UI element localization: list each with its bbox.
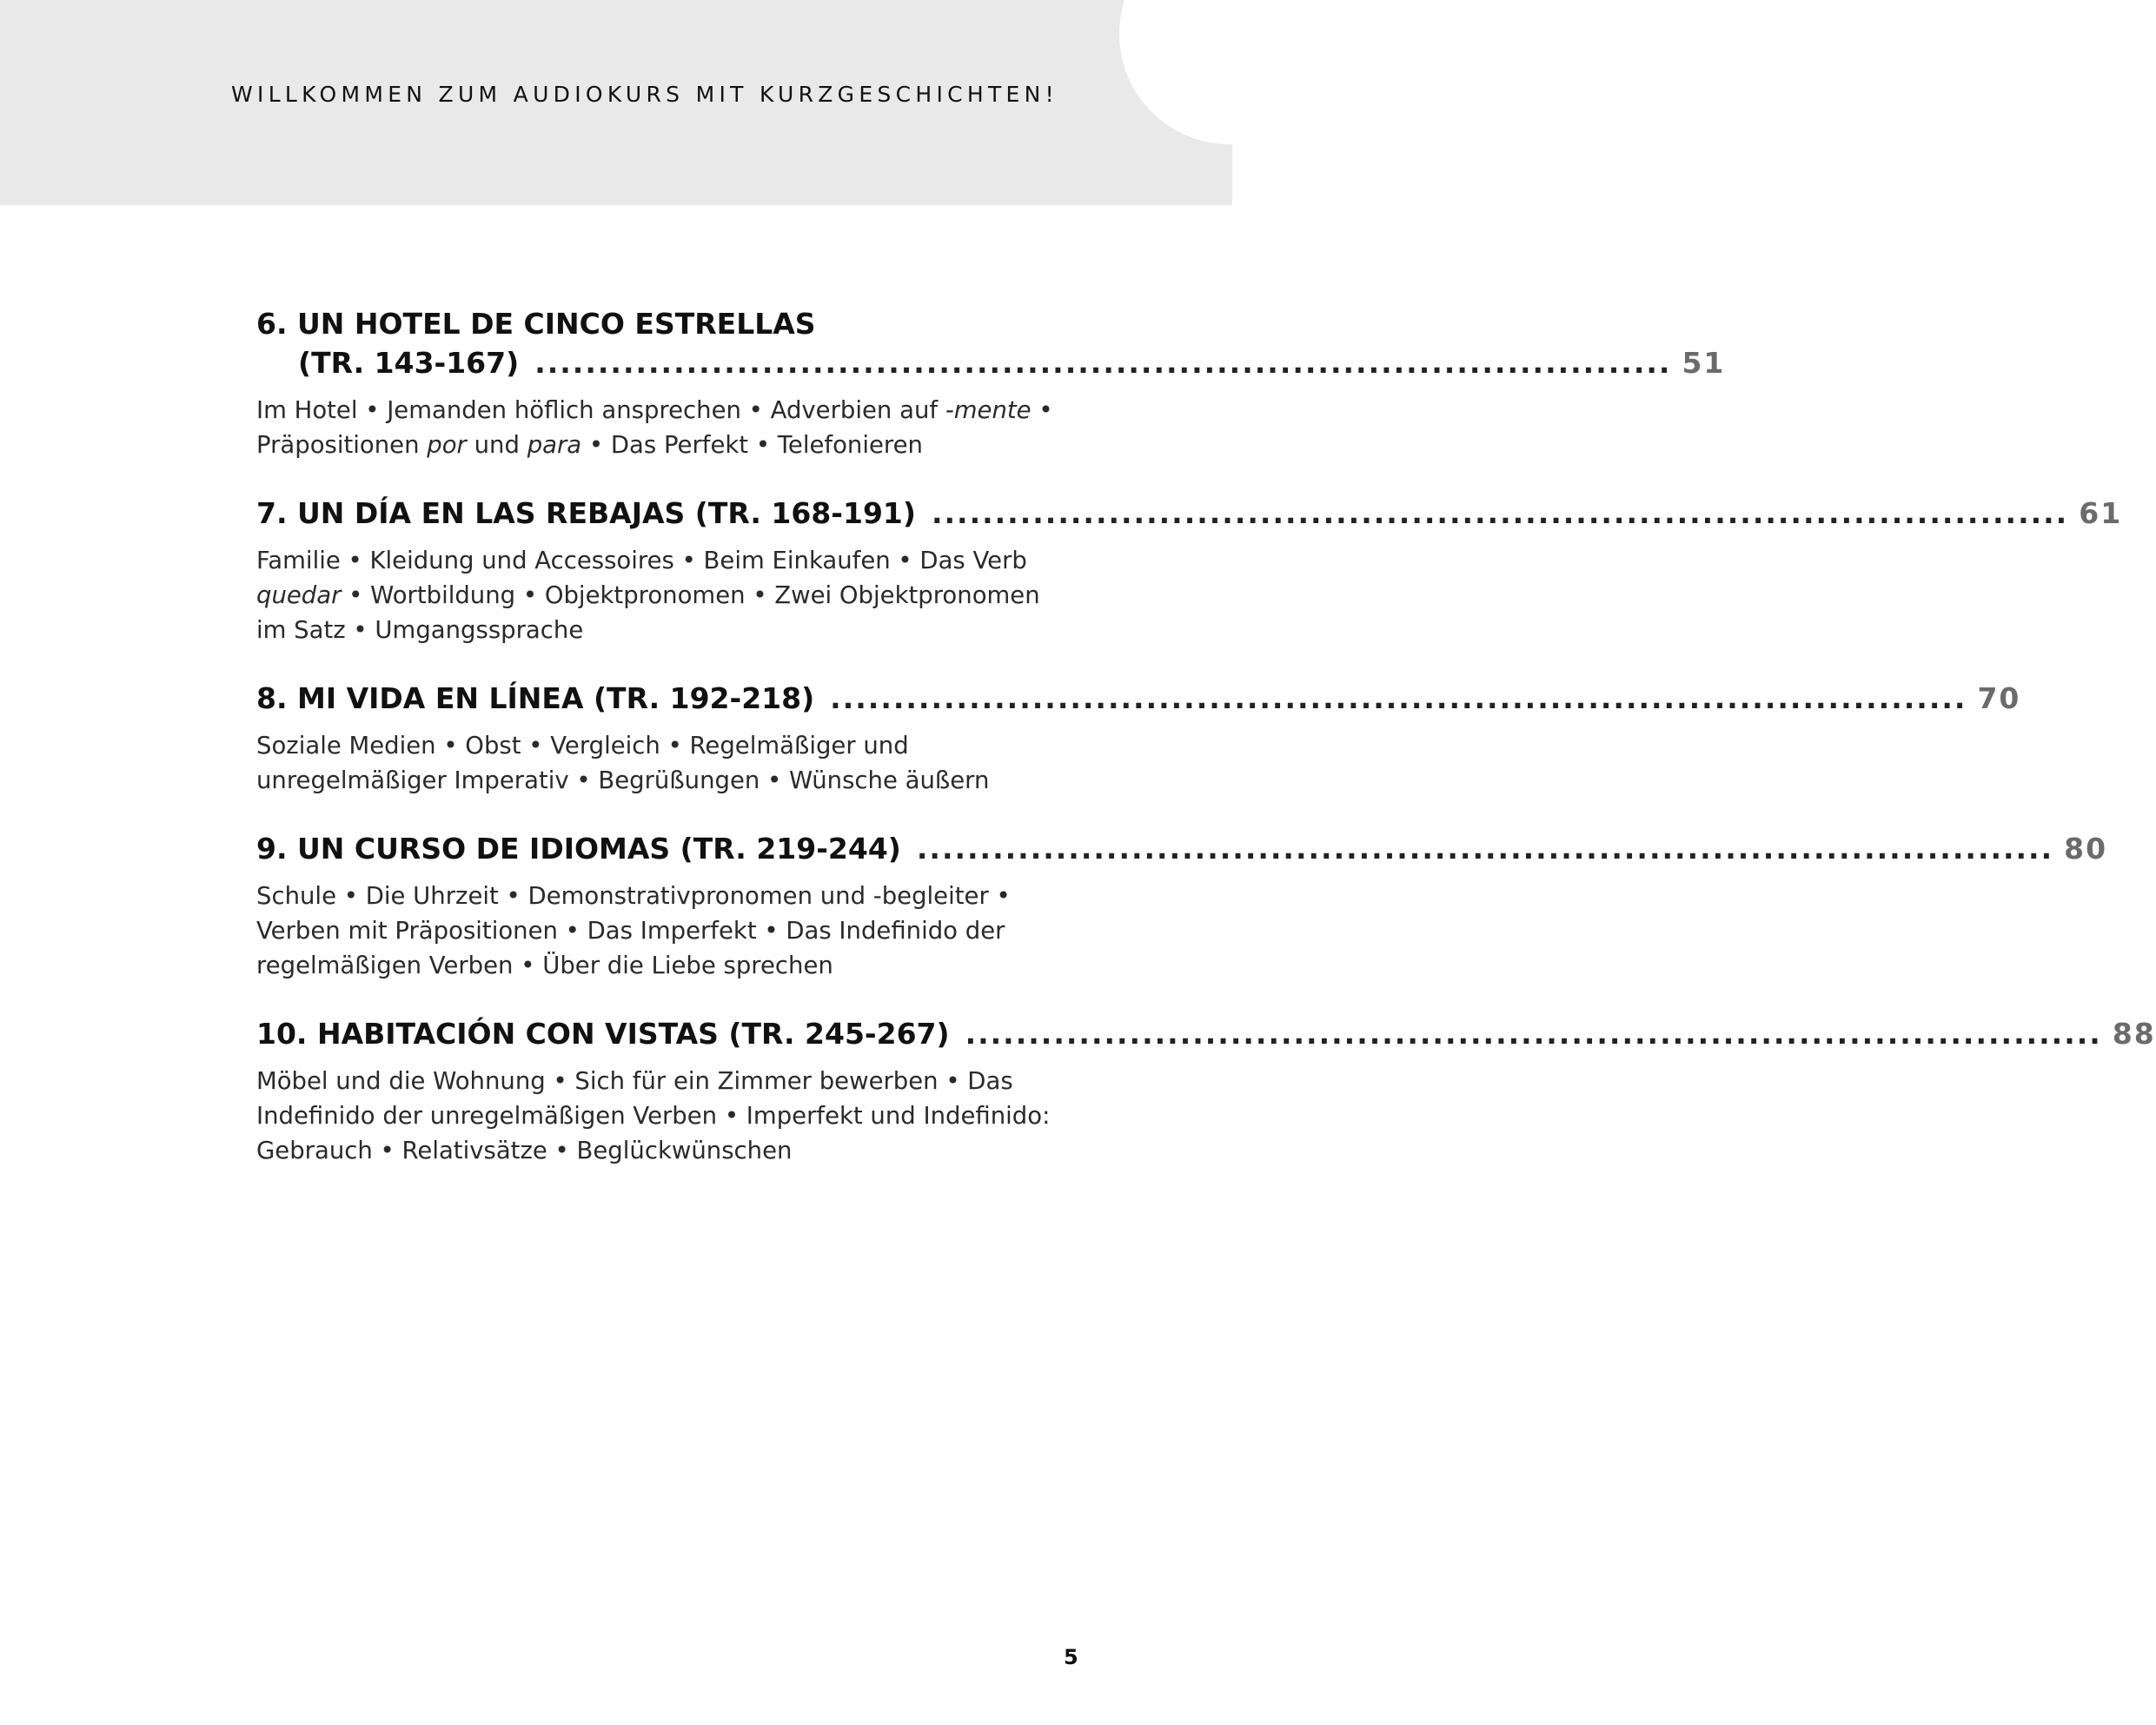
- toc-description-italic-term: -mente: [945, 396, 1032, 424]
- toc-entry-title-line-2: (TR. 143-167): [298, 346, 520, 380]
- toc-entry-title-line-1: 6. UN HOTEL DE CINCO ESTRELLAS: [256, 307, 816, 341]
- toc-entry-title-text: 10. HABITACIÓN CON VISTAS (TR. 245-267): [256, 1017, 950, 1051]
- toc-entry-description: [256, 393, 1075, 462]
- toc-description-text: Soziale Medien • Obst • Vergleich • Regelmäßiger und unregelmäßiger Imperativ • Begrüßungen • Wünsche äußern: [256, 732, 990, 794]
- toc-description-text: und: [466, 431, 527, 459]
- toc-entry-10[interactable]: [256, 1014, 2156, 1168]
- toc-page-number: 61: [2079, 496, 2123, 530]
- page-number: 5: [1064, 1645, 1078, 1669]
- toc-page-number: 80: [2064, 832, 2108, 866]
- toc-entry-title: [256, 829, 2108, 868]
- toc-entry-description: [256, 879, 1075, 983]
- toc-page-number: 70: [1977, 681, 2021, 715]
- header-band: [0, 0, 1232, 205]
- toc-entry-title-row-2: [256, 343, 1726, 382]
- toc-entry-title-text: 7. UN DÍA EN LAS REBAJAS (TR. 168-191): [256, 496, 916, 530]
- toc-leader-dots: ..........................................................................................: [965, 1017, 2102, 1051]
- toc-entry-description: [256, 543, 1075, 647]
- toc-description-text: • Präpositionen: [256, 396, 1053, 459]
- toc-entry-description: [256, 728, 1075, 798]
- running-head: WILLKOMMEN ZUM AUDIOKURS MIT KURZGESCHICHTEN!: [231, 82, 1058, 107]
- toc-description-italic-term: quedar: [256, 581, 342, 609]
- header-circle-decoration: [1119, 0, 1340, 144]
- toc-description-italic-term: por: [427, 431, 467, 459]
- toc-entry-description: [256, 1064, 1075, 1168]
- toc-entry-9[interactable]: [256, 829, 2108, 983]
- toc-entry-7[interactable]: [256, 494, 2123, 647]
- toc-page-number: 88: [2112, 1017, 2156, 1051]
- toc-description-text: Schule • Die Uhrzeit • Demonstrativpronomen und -begleiter • Verben mit Präpositionen • Das Imperfekt • Das Indefinido der regelmäßigen Verben • Über die Liebe sprechen: [256, 882, 1011, 979]
- toc-leader-dots: ..........................................................................................: [534, 346, 1672, 380]
- toc-description-text: Familie • Kleidung und Accessoires • Beim Einkaufen • Das Verb: [256, 547, 1027, 574]
- toc-description-text: • Wortbildung • Objektpronomen • Zwei Objektpronomen im Satz • Umgangssprache: [256, 581, 1040, 644]
- toc-entry-title-text: [256, 304, 816, 343]
- toc-entry-title-text: 8. MI VIDA EN LÍNEA (TR. 192-218): [256, 681, 815, 715]
- toc-entry-title-text: 9. UN CURSO DE IDIOMAS (TR. 219-244): [256, 832, 901, 866]
- toc-description-text: Möbel und die Wohnung • Sich für ein Zimmer bewerben • Das Indefinido der unregelmäßigen Verben • Imperfekt und Indefinido: Gebrauch • Relativsätze • Beglückwünschen: [256, 1067, 1051, 1164]
- toc-entry-title: [256, 679, 2021, 718]
- toc-entry-title: [256, 494, 2123, 533]
- toc-description-text: • Das Perfekt • Telefonieren: [581, 431, 923, 459]
- toc-entry-6[interactable]: [256, 304, 1726, 462]
- table-of-contents: [256, 304, 2156, 1199]
- toc-leader-dots: ..........................................................................................: [916, 832, 2054, 866]
- toc-description-italic-term: para: [527, 431, 582, 459]
- toc-leader-dots: ..........................................................................................: [931, 496, 2069, 530]
- toc-entry-8[interactable]: [256, 679, 2021, 798]
- toc-description-text: Im Hotel • Jemanden höflich ansprechen • Adverbien auf: [256, 396, 945, 424]
- toc-leader-dots: ..........................................................................................: [830, 681, 1967, 715]
- toc-page-number: 51: [1682, 346, 1726, 380]
- toc-entry-title: [256, 304, 1075, 343]
- toc-entry-title: [256, 1014, 2156, 1053]
